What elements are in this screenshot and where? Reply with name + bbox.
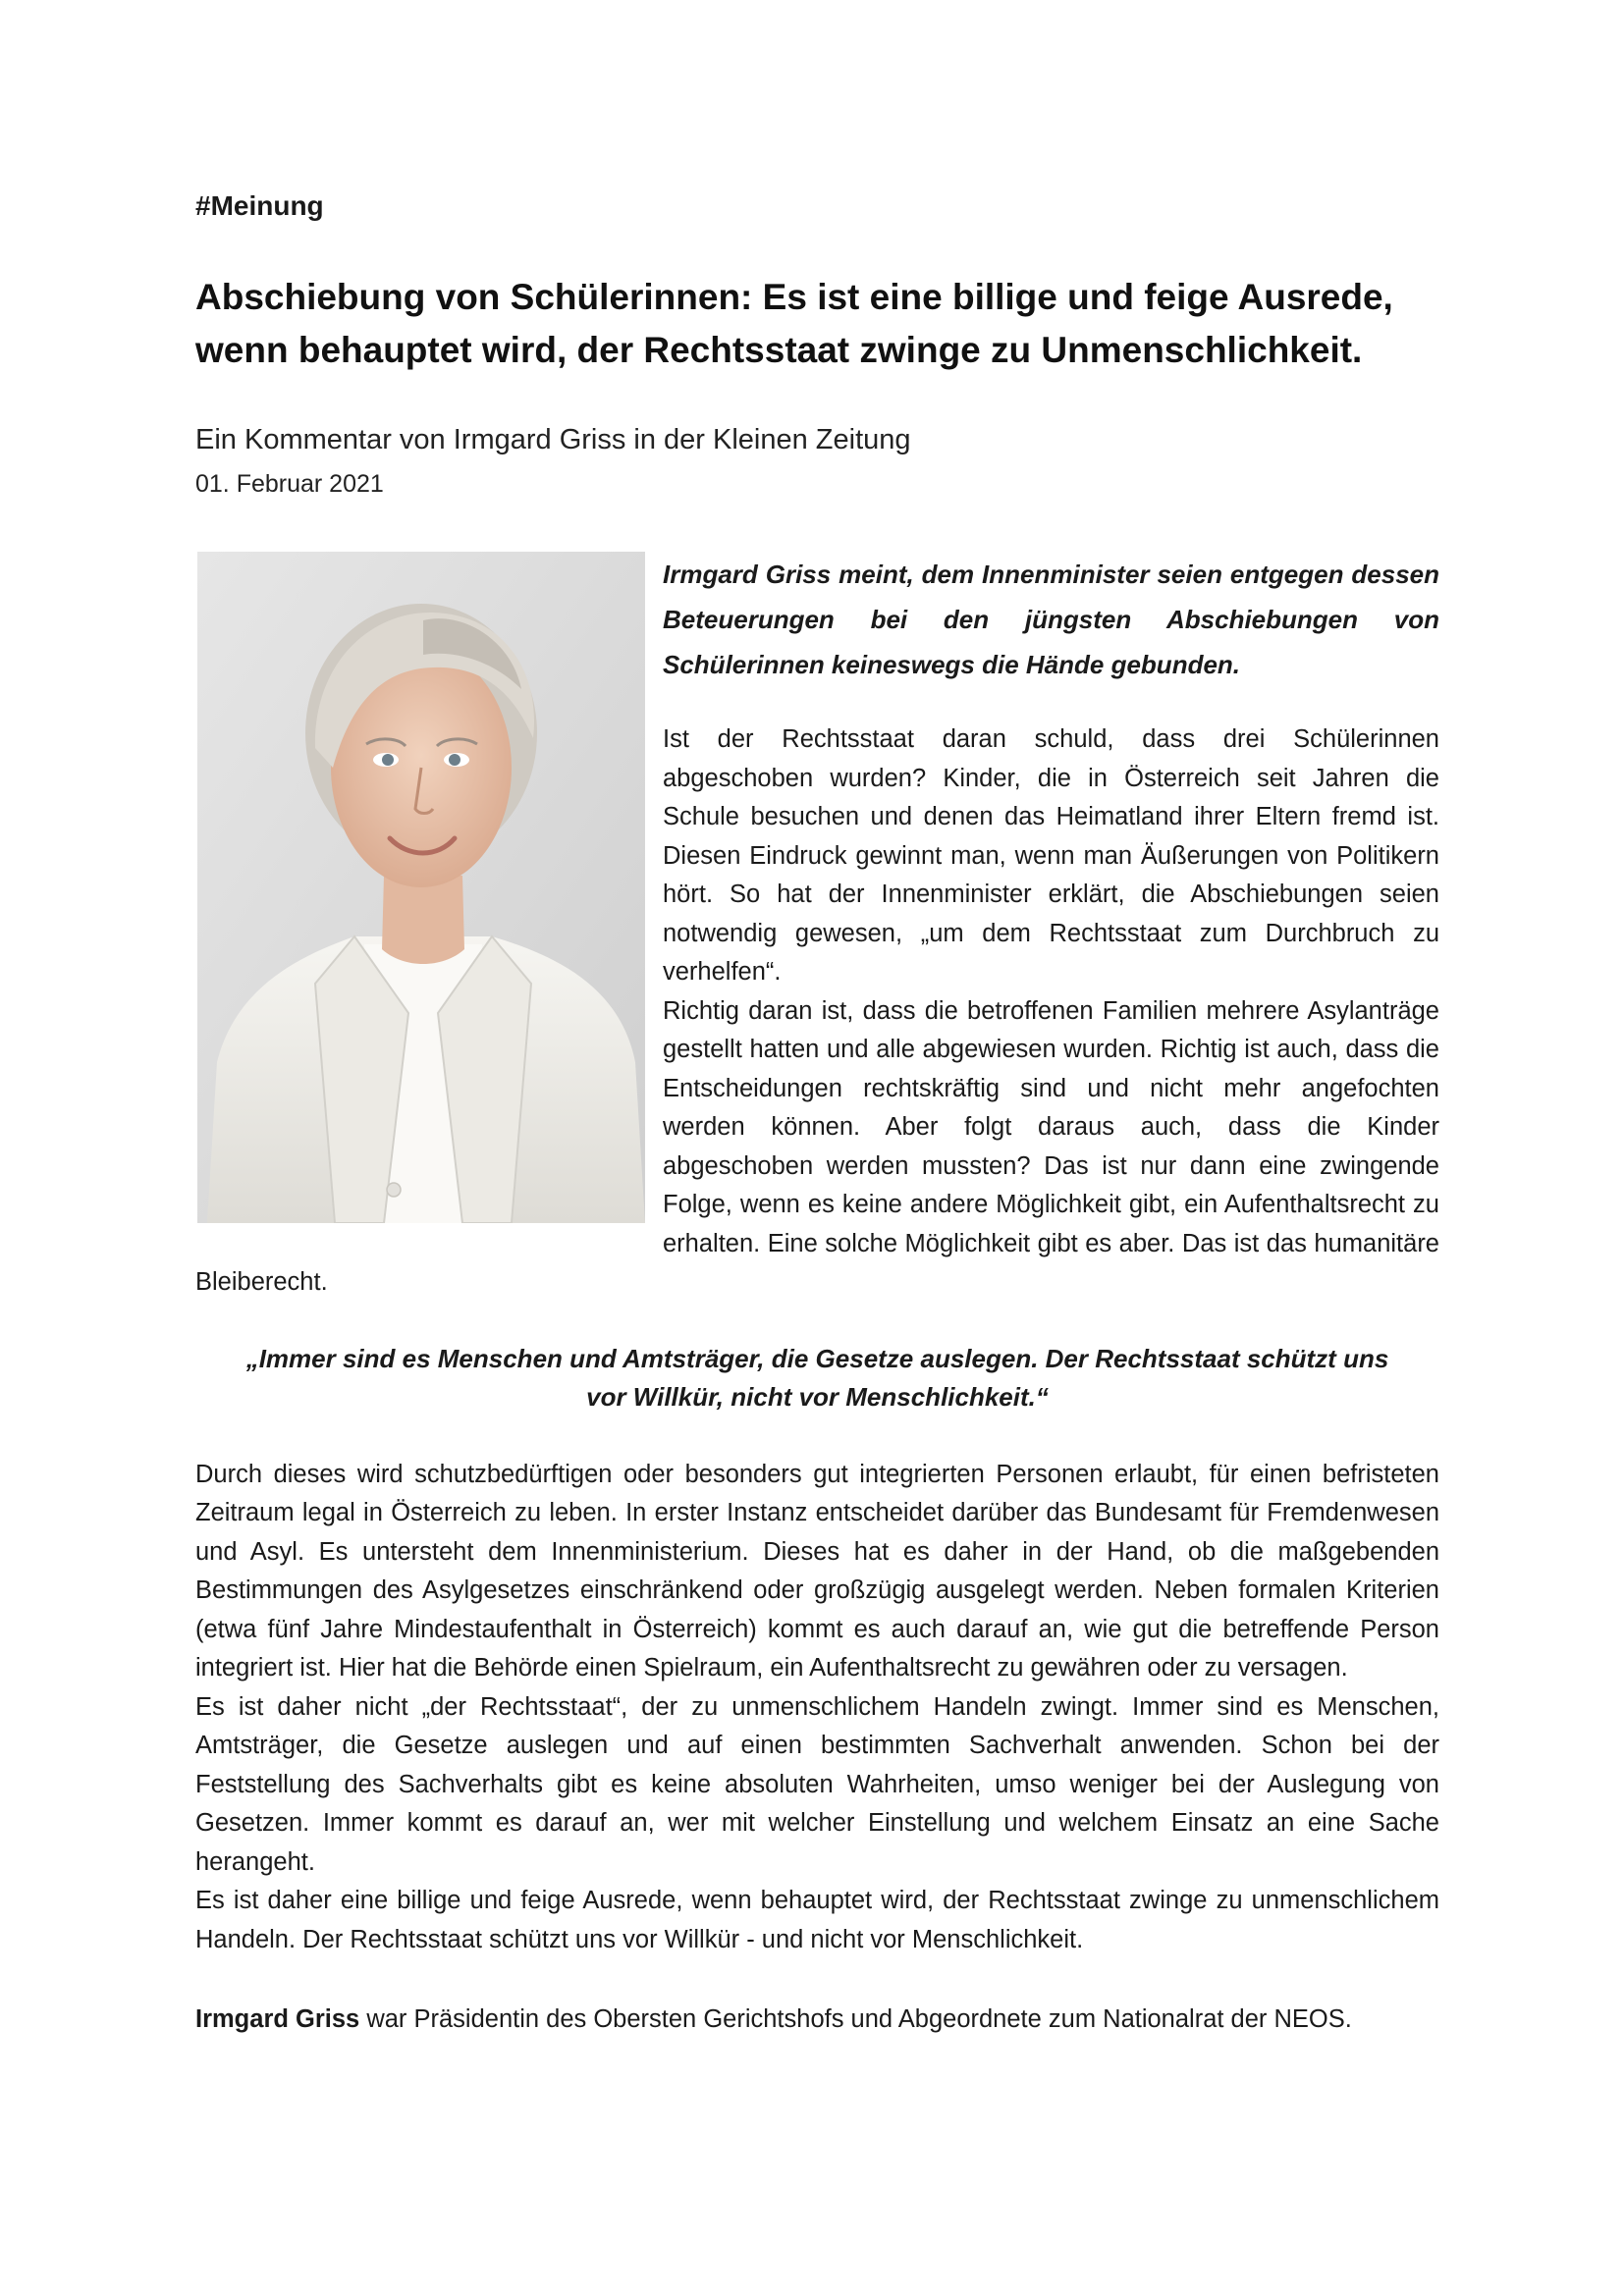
- document-page: [195, 187, 1439, 2040]
- pull-quote: „Immer sind es Menschen und Amtsträger, die Gesetze auslegen. Der Rechtsstaat schützt uns vor Willkür, nicht vor Menschlichkeit.“: [245, 1343, 1389, 1412]
- portrait-illustration: [197, 552, 645, 1223]
- category-tag: #Meinung: [195, 190, 324, 221]
- byline: Ein Kommentar von Irmgard Griss in der Kleinen Zeitung: [195, 424, 911, 455]
- author-name: Irmgard Griss: [195, 2005, 360, 2033]
- author-bio: [195, 2001, 1439, 2040]
- paragraph: Es ist daher eine billige und feige Ausrede, wenn behauptet wird, der Rechtsstaat zwinge zu unmenschlichem Handeln. Der Rechtsstaat schützt uns vor Willkür - und nicht vor Menschlichkeit.: [195, 1887, 1439, 1953]
- paragraph: Richtig daran ist, dass die betroffenen Familien mehrere Asylanträge gestellt hatten und alle abgewiesen wurden. Richtig ist auch, dass die Entscheidungen rechtskräftig sind und nicht mehr angefochten werden können. Aber folgt daraus auch, dass die Kinder abgeschoben werden mussten? Das ist nur dann eine zwingende Folge, wenn es keine andere Möglichkeit gibt, ein Aufenthaltsrecht zu erhalten. Eine solche Möglichkeit gibt es aber. Das ist das humanitäre Bleiberecht.: [195, 996, 1439, 1296]
- article-lead: Irmgard Griss meint, dem Innenminister seien entgegen dessen Beteuerungen bei den jüngsten Abschiebungen von Schülerinnen keineswegs die Hände gebunden.: [663, 560, 1439, 679]
- paragraph: Durch dieses wird schutzbedürftigen oder besonders gut integrierten Personen erlaubt, für einen befristeten Zeitraum legal in Österreich zu leben. In erster Instanz entscheidet darüber das Bundesamt für Fremdenwesen und Asyl. Es untersteht dem Innenministerium. Dieses hat es daher in der Hand, ob die maßgebenden Bestimmungen des Asylgesetzes einschränkend oder großzügig ausgelegt werden. Neben formalen Kriterien (etwa fünf Jahre Mindestaufenthalt in Österreich) kommt es auch darauf an, wie gut die betreffende Person integriert ist. Hier hat die Behörde einen Spielraum, ein Aufenthaltsrecht zu gewähren oder zu versagen.: [195, 1460, 1439, 1682]
- publication-date: 01. Februar 2021: [195, 470, 384, 498]
- article-body: [195, 552, 1439, 2040]
- headline: Abschiebung von Schülerinnen: Es ist eine billige und feige Ausrede, wenn behauptet wird, der Rechtsstaat zwinge zu Unmenschlichkeit.: [195, 277, 1393, 370]
- author-portrait: [197, 552, 645, 1223]
- paragraph: Ist der Rechtsstaat daran schuld, dass drei Schülerinnen abgeschoben wurden? Kinder, die in Österreich seit Jahren die Schule besuchen und denen das Heimatland ihrer Eltern fremd ist. Diesen Eindruck gewinnt man, wenn man Äußerungen von Politikern hört. So hat der Innenminister erklärt, die Abschiebungen seien notwendig gewesen, „um dem Rechtsstaat zum Durchbruch zu verhelfen“.: [663, 725, 1439, 986]
- paragraph: Es ist daher nicht „der Rechtsstaat“, der zu unmenschlichem Handeln zwingt. Immer sind es Menschen, Amtsträger, die Gesetze auslegen und auf einen bestimmten Sachverhalt anwenden. Schon bei der Feststellung des Sachverhalts gibt es keine absoluten Wahrheiten, umso weniger bei der Auslegung von Gesetzen. Immer kommt es darauf an, wer mit welcher Einstellung und welchem Einsatz an eine Sache herangeht.: [195, 1692, 1439, 1876]
- author-bio-text: war Präsidentin des Obersten Gerichtshofs und Abgeordnete zum Nationalrat der NEOS.: [359, 2005, 1352, 2033]
